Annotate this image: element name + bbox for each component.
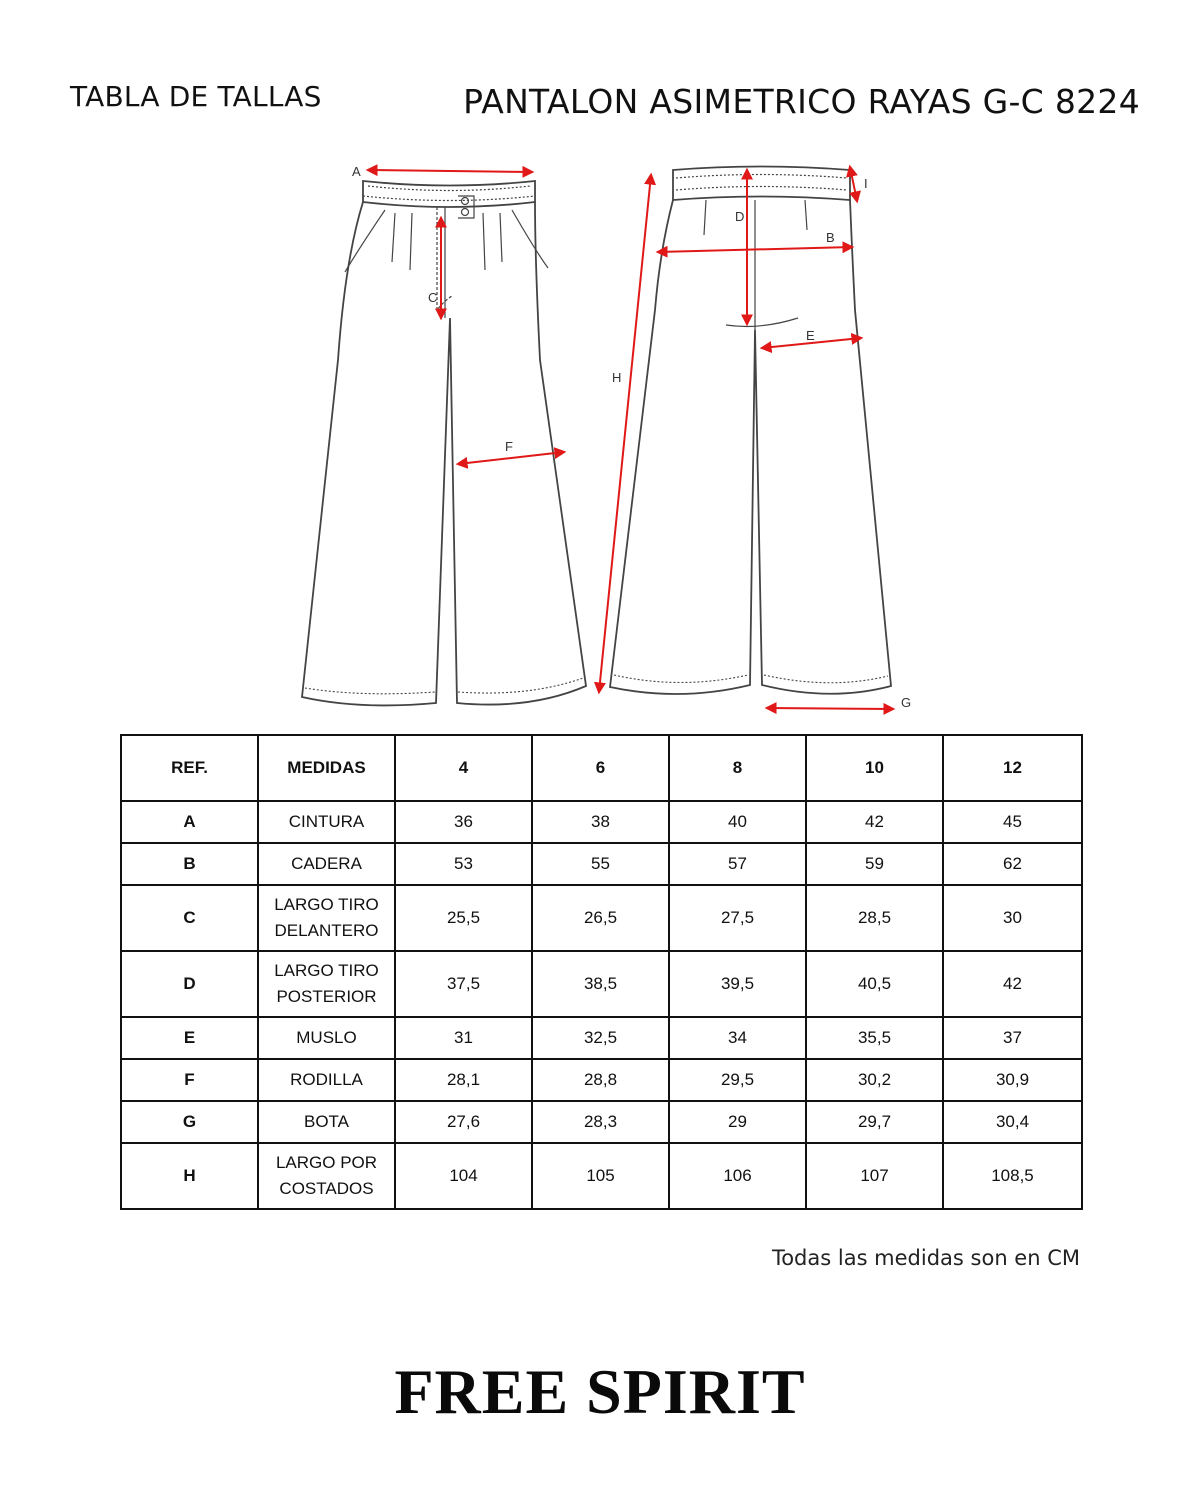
label-g: G bbox=[901, 695, 912, 710]
table-header-row bbox=[121, 735, 1082, 801]
row-measure bbox=[258, 885, 395, 951]
cell-value: 28,3 bbox=[532, 1101, 669, 1143]
cell-value: 55 bbox=[532, 843, 669, 885]
cell-value: 45 bbox=[943, 801, 1082, 843]
label-c: C bbox=[428, 290, 438, 305]
cell-value: 25,5 bbox=[395, 885, 532, 951]
table-row bbox=[121, 1059, 1082, 1101]
front-view bbox=[302, 181, 586, 705]
size-table bbox=[120, 734, 1083, 1210]
label-a: A bbox=[352, 164, 361, 179]
row-measure bbox=[258, 951, 395, 1017]
cell-value: 35,5 bbox=[806, 1017, 943, 1059]
cell-value: 29 bbox=[669, 1101, 806, 1143]
units-note: Todas las medidas son en CM bbox=[771, 1246, 1080, 1270]
row-ref: F bbox=[121, 1059, 258, 1101]
cell-value: 53 bbox=[395, 843, 532, 885]
cell-value: 105 bbox=[532, 1143, 669, 1209]
measure-line: POSTERIOR bbox=[276, 987, 377, 1006]
cell-value: 40,5 bbox=[806, 951, 943, 1017]
cell-value: 62 bbox=[943, 843, 1082, 885]
cell-value: 108,5 bbox=[943, 1143, 1082, 1209]
cell-value: 27,5 bbox=[669, 885, 806, 951]
measure-line: LARGO POR bbox=[275, 1153, 378, 1172]
row-measure: BOTA bbox=[258, 1101, 395, 1143]
garment-diagram bbox=[0, 150, 1200, 730]
brand-logo: FREE SPIRIT bbox=[394, 1356, 806, 1427]
row-ref: C bbox=[121, 885, 258, 951]
header-size-6: 6 bbox=[532, 735, 669, 801]
table-row bbox=[121, 1143, 1082, 1209]
cell-value: 39,5 bbox=[669, 951, 806, 1017]
header-ref: REF. bbox=[121, 735, 258, 801]
row-ref: A bbox=[121, 801, 258, 843]
label-d: D bbox=[735, 209, 745, 224]
measure-line: LARGO TIRO bbox=[274, 895, 379, 914]
product-title: PANTALON ASIMETRICO RAYAS G-C 8224 bbox=[463, 82, 1140, 121]
cell-value: 29,7 bbox=[806, 1101, 943, 1143]
cell-value: 38,5 bbox=[532, 951, 669, 1017]
row-measure bbox=[258, 1143, 395, 1209]
cell-value: 27,6 bbox=[395, 1101, 532, 1143]
cell-value: 37,5 bbox=[395, 951, 532, 1017]
cell-value: 30,2 bbox=[806, 1059, 943, 1101]
cell-value: 30 bbox=[943, 885, 1082, 951]
cell-value: 59 bbox=[806, 843, 943, 885]
header-size-4: 4 bbox=[395, 735, 532, 801]
measure-line: DELANTERO bbox=[274, 921, 379, 940]
row-measure: CADERA bbox=[258, 843, 395, 885]
cell-value: 40 bbox=[669, 801, 806, 843]
label-h: H bbox=[612, 370, 622, 385]
cell-value: 28,1 bbox=[395, 1059, 532, 1101]
label-i: I bbox=[864, 176, 868, 191]
row-measure: MUSLO bbox=[258, 1017, 395, 1059]
table-row bbox=[121, 843, 1082, 885]
row-ref: D bbox=[121, 951, 258, 1017]
cell-value: 29,5 bbox=[669, 1059, 806, 1101]
header-size-8: 8 bbox=[669, 735, 806, 801]
row-ref: H bbox=[121, 1143, 258, 1209]
row-ref: B bbox=[121, 843, 258, 885]
row-ref: E bbox=[121, 1017, 258, 1059]
table-row bbox=[121, 885, 1082, 951]
cell-value: 106 bbox=[669, 1143, 806, 1209]
label-e: E bbox=[806, 328, 815, 343]
table-row bbox=[121, 951, 1082, 1017]
cell-value: 30,4 bbox=[943, 1101, 1082, 1143]
cell-value: 37 bbox=[943, 1017, 1082, 1059]
cell-value: 57 bbox=[669, 843, 806, 885]
cell-value: 28,5 bbox=[806, 885, 943, 951]
cell-value: 30,9 bbox=[943, 1059, 1082, 1101]
cell-value: 42 bbox=[806, 801, 943, 843]
cell-value: 34 bbox=[669, 1017, 806, 1059]
row-measure: CINTURA bbox=[258, 801, 395, 843]
cell-value: 28,8 bbox=[532, 1059, 669, 1101]
cell-value: 32,5 bbox=[532, 1017, 669, 1059]
row-ref: G bbox=[121, 1101, 258, 1143]
cell-value: 38 bbox=[532, 801, 669, 843]
header-size-12: 12 bbox=[943, 735, 1082, 801]
table-row bbox=[121, 801, 1082, 843]
cell-value: 107 bbox=[806, 1143, 943, 1209]
table-row bbox=[121, 1017, 1082, 1059]
measure-line: LARGO TIRO bbox=[274, 961, 379, 980]
cell-value: 42 bbox=[943, 951, 1082, 1017]
label-b: B bbox=[826, 230, 835, 245]
measurement-labels bbox=[352, 164, 911, 710]
back-view bbox=[610, 167, 891, 695]
cell-value: 104 bbox=[395, 1143, 532, 1209]
size-chart-title: TABLA DE TALLAS bbox=[70, 80, 322, 113]
header-size-10: 10 bbox=[806, 735, 943, 801]
cell-value: 31 bbox=[395, 1017, 532, 1059]
row-measure: RODILLA bbox=[258, 1059, 395, 1101]
cell-value: 26,5 bbox=[532, 885, 669, 951]
label-f: F bbox=[505, 439, 513, 454]
measure-line: COSTADOS bbox=[279, 1179, 374, 1198]
cell-value: 36 bbox=[395, 801, 532, 843]
header-medidas: MEDIDAS bbox=[258, 735, 395, 801]
table-row bbox=[121, 1101, 1082, 1143]
measurement-arrows bbox=[368, 167, 893, 709]
